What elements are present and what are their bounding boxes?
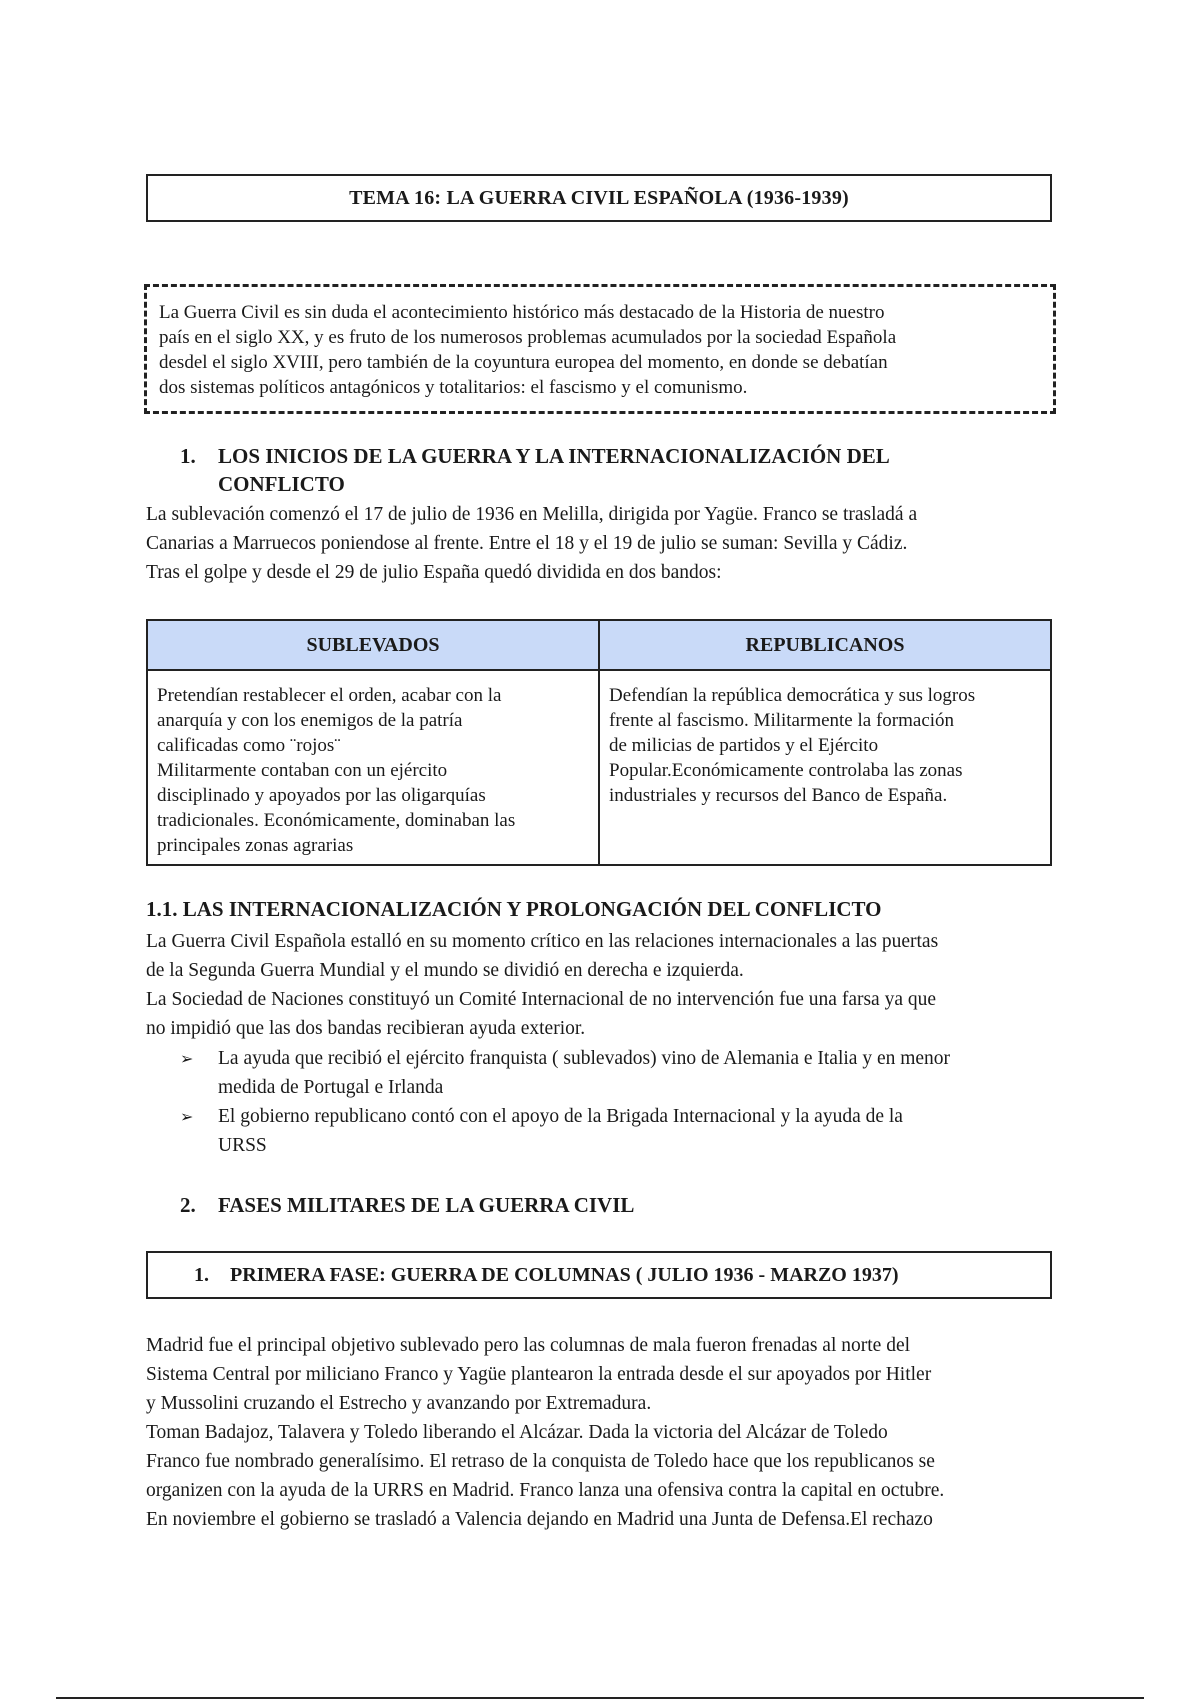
document-title-text: TEMA 16: LA GUERRA CIVIL ESPAÑOLA (1936-1939) xyxy=(349,186,849,209)
section-1-heading-line1: LOS INICIOS DE LA GUERRA Y LA INTERNACIONALIZACIÓN DEL xyxy=(218,444,890,468)
list-item xyxy=(180,1102,1060,1160)
phase-1-number: 1. xyxy=(194,1264,209,1286)
section-1-1-paragraph xyxy=(146,927,1056,1043)
bullet-line: URSS xyxy=(218,1135,267,1156)
table-header-row xyxy=(147,620,1051,670)
table-row xyxy=(147,670,1051,865)
sides-table xyxy=(146,619,1052,866)
arrow-bullet-icon: ➢ xyxy=(180,1107,194,1126)
bullet-line: La ayuda que recibió el ejército franquista ( sublevados) vino de Alemania e Italia y en menor xyxy=(218,1048,951,1069)
cell-line: de milicias de partidos y el Ejército xyxy=(609,735,879,756)
paragraph-line: La sublevación comenzó el 17 de julio de 1936 en Melilla, dirigida por Yagüe. Franco se trasladá a xyxy=(146,504,918,525)
cell-line: Militarmente contaban con un ejército xyxy=(157,760,448,781)
intro-line: La Guerra Civil es sin duda el acontecimiento histórico más destacado de la Historia de nuestro xyxy=(159,302,885,323)
section-1-heading-text xyxy=(218,442,978,498)
cell-line: frente al fascismo. Militarmente la formación xyxy=(609,710,955,731)
document-title xyxy=(146,174,1052,222)
cell-line: calificadas como ¨rojos¨ xyxy=(157,735,341,756)
paragraph-line: no impidió que las dos bandas recibieran ayuda exterior. xyxy=(146,1018,586,1039)
arrow-bullet-icon: ➢ xyxy=(180,1049,194,1068)
section-1-heading-line2: CONFLICTO xyxy=(218,472,345,496)
paragraph-line: Toman Badajoz, Talavera y Toledo liberando el Alcázar. Dada la victoria del Alcázar de Toledo xyxy=(146,1422,888,1443)
section-1-paragraph xyxy=(146,500,1056,587)
section-1-1-heading: 1.1. LAS INTERNACIONALIZACIÓN Y PROLONGACIÓN DEL CONFLICTO xyxy=(146,897,882,921)
paragraph-line: La Sociedad de Naciones constituyó un Comité Internacional de no intervención fue una farsa ya que xyxy=(146,989,937,1010)
section-1-number: 1. xyxy=(180,444,196,468)
paragraph-line: organizen con la ayuda de la URRS en Madrid. Franco lanza una ofensiva contra la capital en octubre. xyxy=(146,1480,945,1501)
cell-line: tradicionales. Económicamente, dominaban las xyxy=(157,810,516,831)
intro-line: desdel el siglo XVIII, pero también de la coyuntura europea del momento, en donde se debatían xyxy=(159,352,888,373)
paragraph-line: Tras el golpe y desde el 29 de julio España quedó dividida en dos bandos: xyxy=(146,562,722,583)
paragraph-line: Sistema Central por miliciano Franco y Yagüe plantearon la entrada desde el sur apoyados por Hitler xyxy=(146,1364,932,1385)
cell-sublevados xyxy=(147,670,599,865)
cell-line: Popular.Económicamente controlaba las zonas xyxy=(609,760,963,781)
cell-line: anarquía y con los enemigos de la patría xyxy=(157,710,463,731)
paragraph-line: La Guerra Civil Española estalló en su momento crítico en las relaciones internacionales a las puertas xyxy=(146,931,939,952)
cell-republicanos xyxy=(599,670,1051,865)
intro-line: dos sistemas políticos antagónicos y totalitarios: el fascismo y el comunismo. xyxy=(159,377,748,398)
section-2-heading-text: FASES MILITARES DE LA GUERRA CIVIL xyxy=(218,1193,635,1217)
footer-divider xyxy=(56,1697,1144,1699)
paragraph-line: y Mussolini cruzando el Estrecho y avanzando por Extremadura. xyxy=(146,1393,652,1414)
cell-line: principales zonas agrarias xyxy=(157,835,354,856)
bullet-line: medida de Portugal e Irlanda xyxy=(218,1077,444,1098)
phase-1-heading-box xyxy=(146,1251,1052,1299)
header-republicanos: REPUBLICANOS xyxy=(599,620,1051,670)
list-item xyxy=(180,1044,1060,1102)
intro-box xyxy=(144,284,1056,414)
cell-line: Pretendían restablecer el orden, acabar con la xyxy=(157,685,502,706)
phase-1-heading: PRIMERA FASE: GUERRA DE COLUMNAS ( JULIO 1936 - MARZO 1937) xyxy=(230,1264,899,1286)
cell-line: Defendían la república democrática y sus logros xyxy=(609,685,976,706)
header-sublevados: SUBLEVADOS xyxy=(147,620,599,670)
cell-line: industriales y recursos del Banco de España. xyxy=(609,785,948,806)
paragraph-line: En noviembre el gobierno se trasladó a Valencia dejando en Madrid una Junta de Defensa.El rechazo xyxy=(146,1509,933,1530)
aid-bullet-list xyxy=(180,1044,1060,1160)
section-2-number: 2. xyxy=(180,1193,196,1217)
bullet-line: El gobierno republicano contó con el apoyo de la Brigada Internacional y la ayuda de la xyxy=(218,1106,903,1127)
paragraph-line: de la Segunda Guerra Mundial y el mundo se dividió en derecha e izquierda. xyxy=(146,960,744,981)
paragraph-line: Canarias a Marruecos poniendose al frente. Entre el 18 y el 19 de julio se suman: Sevilla y Cádiz. xyxy=(146,533,908,554)
paragraph-line: Madrid fue el principal objetivo sublevado pero las columnas de mala fueron frenadas al norte del xyxy=(146,1335,911,1356)
intro-line: país en el siglo XX, y es fruto de los numerosos problemas acumulados por la sociedad Española xyxy=(159,327,897,348)
phase-1-paragraph xyxy=(146,1331,1056,1534)
paragraph-line: Franco fue nombrado generalísimo. El retraso de la conquista de Toledo hace que los republicanos se xyxy=(146,1451,935,1472)
cell-line: disciplinado y apoyados por las oligarquías xyxy=(157,785,486,806)
